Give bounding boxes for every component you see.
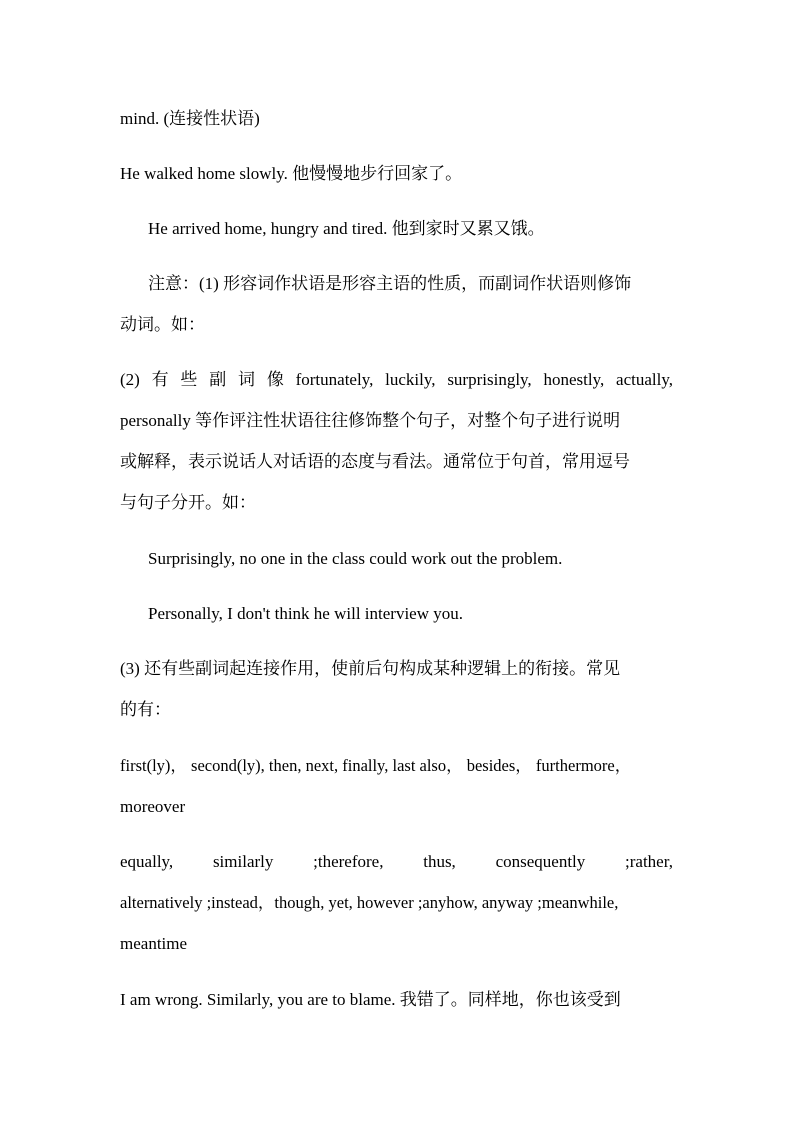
justified-word: luckily, bbox=[385, 370, 436, 389]
note-2-line-4: 与句子分开。如： bbox=[120, 493, 256, 512]
justified-word: equally, bbox=[120, 852, 174, 871]
note-2-line-1 bbox=[120, 369, 673, 391]
connective-list-2-line-1 bbox=[120, 851, 673, 873]
justified-word: consequently bbox=[495, 852, 586, 871]
connective-list-1-line-1: first(ly)， second(ly), then, next, finally, last also， besides， furthermore， bbox=[120, 756, 632, 775]
justified-word: actually, bbox=[616, 370, 673, 389]
example-personally: Personally, I don't think he will interview you. bbox=[148, 604, 463, 623]
connective-list-2-line-2: alternatively ;instead，though, yet, however ;anyhow, anyway ;meanwhile, bbox=[120, 893, 619, 912]
connective-list-2-line-3: meantime bbox=[120, 934, 188, 953]
justified-word: similarly bbox=[212, 852, 274, 871]
justified-word: fortunately, bbox=[295, 370, 374, 389]
justified-word: ;therefore, bbox=[313, 852, 384, 871]
justified-word: 有 bbox=[151, 370, 169, 389]
note-1-line-1: 注意：(1) 形容词作状语是形容主语的性质，而副词作状语则修饰 bbox=[148, 274, 632, 293]
justified-word: honestly, bbox=[543, 370, 605, 389]
justified-word: (2) bbox=[120, 370, 140, 389]
note-3-line-1: (3) 还有些副词起连接作用，使前后句构成某种逻辑上的衔接。常见 bbox=[120, 659, 621, 678]
justified-word: 些 bbox=[180, 370, 198, 389]
justified-word: ;rather, bbox=[625, 852, 673, 871]
example-similarly: I am wrong. Similarly, you are to blame. 我错了。同样地，你也该受到 bbox=[120, 990, 621, 1009]
justified-word: 词 bbox=[238, 370, 256, 389]
note-3-line-2: 的有： bbox=[120, 700, 171, 719]
connective-list-1-line-2: moreover bbox=[120, 797, 186, 816]
example-arrived-home: He arrived home, hungry and tired. 他到家时又累又饿。 bbox=[148, 219, 545, 238]
justified-word: surprisingly, bbox=[447, 370, 532, 389]
note-2-line-2: personally 等作评注性状语往往修饰整个句子，对整个句子进行说明 bbox=[120, 411, 621, 430]
justified-word: thus, bbox=[423, 852, 456, 871]
justified-word: 像 bbox=[266, 370, 284, 389]
note-2-line-3: 或解释，表示说话人对话语的态度与看法。通常位于句首，常用逗号 bbox=[120, 452, 630, 471]
paragraph-mind: mind. (连接性状语) bbox=[120, 109, 260, 128]
justified-word: 副 bbox=[209, 370, 227, 389]
note-1-line-2: 动词。如： bbox=[120, 315, 205, 334]
example-surprisingly: Surprisingly, no one in the class could work out the problem. bbox=[148, 549, 563, 568]
example-walked-home: He walked home slowly. 他慢慢地步行回家了。 bbox=[120, 164, 463, 183]
